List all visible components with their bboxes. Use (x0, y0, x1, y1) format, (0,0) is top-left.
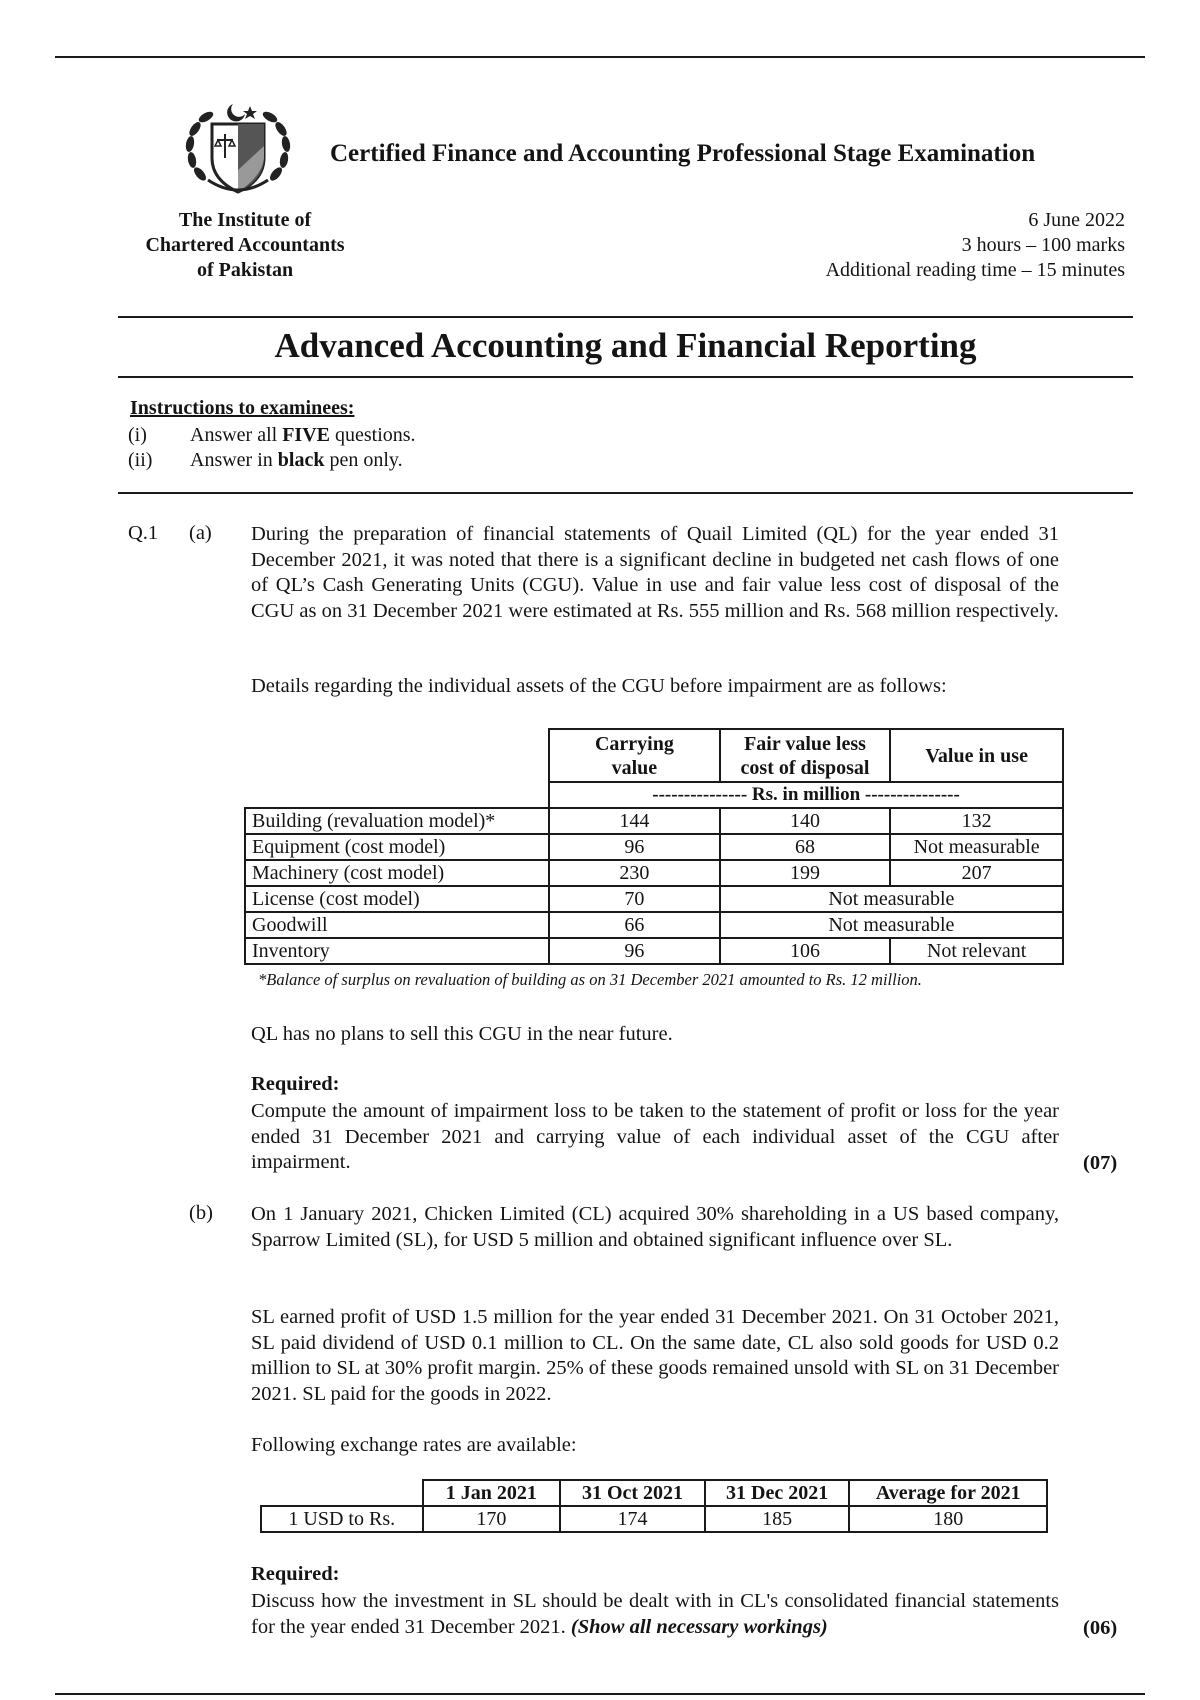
exchange-rates-table (260, 1479, 1048, 1533)
top-rule (55, 56, 1145, 58)
table-row: Building (revaluation model)* 144 140 132 (245, 808, 1063, 834)
table-row: Goodwill 66 Not measurable (245, 912, 1063, 938)
table-row: License (cost model) 70 Not measurable (245, 886, 1063, 912)
part-a-plans: QL has no plans to sell this CGU in the near future. (251, 1023, 673, 1045)
part-a-marks: (07) (1083, 1152, 1118, 1174)
icap-logo (178, 100, 298, 200)
table-footnote: *Balance of surplus on revaluation of building as on 31 December 2021 amounted to Rs. 12 million. (258, 970, 922, 989)
part-b-required-label: Required: (251, 1563, 340, 1585)
rates-header-row: 1 Jan 2021 31 Oct 2021 31 Dec 2021 Average for 2021 (261, 1480, 1047, 1506)
table-unit-row (245, 782, 1063, 808)
part-b-rates-intro: Following exchange rates are available: (251, 1434, 577, 1456)
exam-title: Certified Finance and Accounting Professional Stage Examination (330, 140, 1036, 167)
crest-icon (178, 100, 298, 200)
table-row: Equipment (cost model) 96 68 Not measurable (245, 834, 1063, 860)
subject-title: Advanced Accounting and Financial Reporting (274, 326, 977, 365)
col-value-in-use: Value in use (890, 729, 1063, 782)
table-header-row (245, 729, 1063, 782)
col-fair-value: Fair value less cost of disposal (720, 729, 891, 782)
exam-meta (625, 208, 1125, 283)
part-b-label: (b) (189, 1202, 213, 1224)
rule-below-title (118, 376, 1133, 378)
instruction-2: (ii) Answer in black pen only. (128, 449, 403, 471)
workings-note: (Show all necessary workings) (570, 1615, 828, 1638)
part-a-label: (a) (189, 522, 212, 544)
instruction-1: (i) Answer all FIVE questions. (128, 424, 416, 446)
rule-above-title (118, 316, 1133, 318)
institute-name: The Institute of Chartered Accountants of Pakistan (145, 209, 345, 281)
reading-time: Additional reading time – 15 minutes (825, 259, 1125, 281)
part-a-required-text: Compute the amount of impairment loss to be taken to the statement of profit or loss for the year ended 31 December 2021 and carrying value of each individual asset of the CGU after impairment. (251, 1100, 1059, 1173)
bottom-rule (55, 1693, 1145, 1695)
part-a-required-label: Required: (251, 1073, 340, 1095)
part-b-para-2: SL earned profit of USD 1.5 million for the year ended 31 December 2021. On 31 October 2021, SL paid dividend of USD 0.1 million to CL. On the same date, CL also sold goods for USD 0.2 million to SL at 30% profit margin. 25% of these goods remained unsold with SL on 31 December 2021. SL paid for the goods in 2022. (251, 1306, 1059, 1405)
part-a-details-line: Details regarding the individual assets of the CGU before impairment are as follows: (251, 675, 947, 697)
part-b-marks: (06) (1083, 1617, 1118, 1639)
part-a-intro: During the preparation of financial statements of Quail Limited (QL) for the year ended 31 December 2021, it was noted that there is a significant decline in budgeted net cash flows of one of QL’s Cash Generating Units (CGU). Value in use and fair value less cost of disposal of the CGU as on 31 December 2021 were estimated at Rs. 555 million and Rs. 568 million respectively. (251, 523, 1059, 622)
unit-label: --------------- Rs. in million --------------- (549, 782, 1063, 808)
part-b-required-text: Discuss how the investment in SL should be dealt with in CL's consolidated financial statements for the year ended 31 December 2021. (Show all necessary workings) (251, 1590, 1059, 1638)
instructions-heading: Instructions to examinees: (130, 397, 355, 419)
cgu-assets-table (244, 728, 1064, 965)
col-carrying-value: Carrying value (549, 729, 720, 782)
exam-duration: 3 hours – 100 marks (961, 234, 1125, 256)
part-b-para-1: On 1 January 2021, Chicken Limited (CL) acquired 30% shareholding in a US based company, Sparrow Limited (SL), for USD 5 million and obtained significant influence over SL. (251, 1203, 1059, 1251)
table-row: Inventory 96 106 Not relevant (245, 938, 1063, 964)
rule-below-instructions (118, 492, 1133, 494)
question-label: Q.1 (128, 522, 159, 544)
exam-date: 6 June 2022 (1028, 209, 1125, 231)
rates-row: 1 USD to Rs. 170 174 185 180 (261, 1506, 1047, 1532)
table-row: Machinery (cost model) 230 199 207 (245, 860, 1063, 886)
